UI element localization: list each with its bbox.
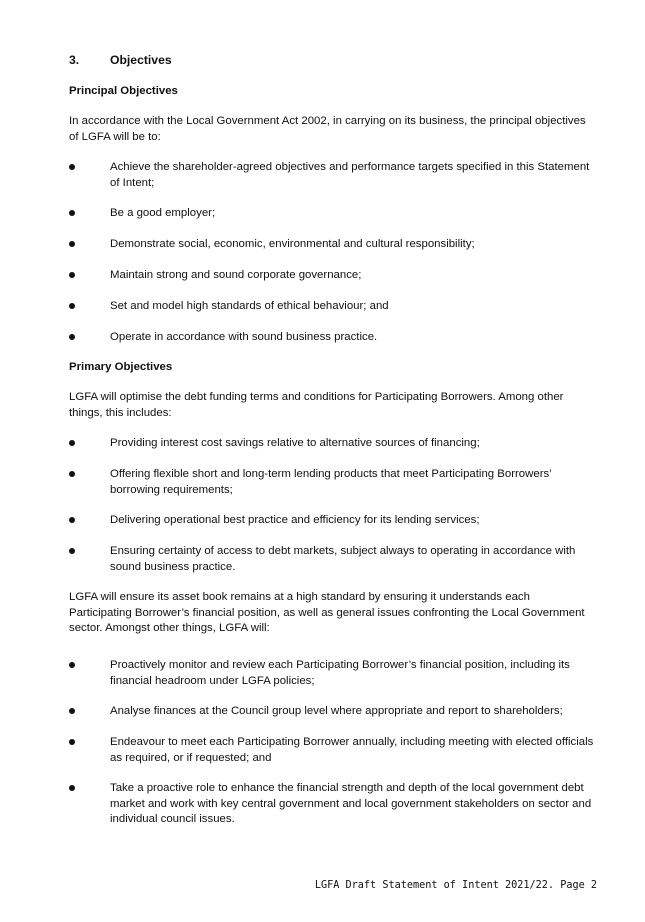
principal-objectives-heading: Principal Objectives bbox=[69, 85, 178, 97]
asset-bullet-item: Proactively monitor and review each Participating Borrower’s financial position, including its financial headroom under LGFA policies; bbox=[110, 659, 570, 687]
principal-intro-paragraph: In accordance with the Local Government Act 2002, in carrying on its business, the principal objectives of LGFA will be to: bbox=[69, 115, 586, 143]
bullet-icon bbox=[69, 548, 75, 554]
primary-bullet-item: Offering flexible short and long-term lending products that meet Participating Borrowers’ borrowing requirements; bbox=[110, 468, 552, 496]
asset-bullet-item: Take a proactive role to enhance the financial strength and depth of the local government debt market and work with key central government and local government stakeholders on sector and individual council issues. bbox=[110, 782, 592, 826]
bullet-icon bbox=[69, 210, 75, 216]
primary-bullet-item: Providing interest cost savings relative to alternative sources of financing; bbox=[110, 437, 480, 449]
bullet-icon bbox=[69, 517, 75, 523]
primary-bullet-item: Ensuring certainty of access to debt markets, subject always to operating in accordance with sound business practice. bbox=[110, 545, 576, 573]
principal-bullet-item: Be a good employer; bbox=[110, 207, 216, 219]
bullet-icon bbox=[69, 785, 75, 791]
bullet-icon bbox=[69, 241, 75, 247]
asset-book-paragraph: LGFA will ensure its asset book remains at a high standard by ensuring it understands each Participating Borrower’s financial position, as well as general issues confronting the Local Government sector. Amongst other things, LGFA will: bbox=[69, 591, 585, 635]
section-title: Objectives bbox=[110, 53, 172, 67]
bullet-icon bbox=[69, 440, 75, 446]
page-footer: LGFA Draft Statement of Intent 2021/22. Page 2 bbox=[314, 880, 597, 891]
bullet-icon bbox=[69, 303, 75, 309]
bullet-icon bbox=[69, 272, 75, 278]
bullet-icon bbox=[69, 739, 75, 745]
principal-bullet-item: Maintain strong and sound corporate governance; bbox=[110, 269, 362, 281]
principal-bullet-item: Demonstrate social, economic, environmental and cultural responsibility; bbox=[110, 238, 475, 250]
asset-bullet-item: Endeavour to meet each Participating Borrower annually, including meeting with elected officials as required, or if requested; and bbox=[110, 736, 594, 764]
primary-intro-paragraph: LGFA will optimise the debt funding terms and conditions for Participating Borrowers. Among other things, this includes: bbox=[69, 391, 564, 419]
principal-bullet-item: Set and model high standards of ethical behaviour; and bbox=[110, 300, 389, 312]
bullet-icon bbox=[69, 708, 75, 714]
section-number: 3. bbox=[69, 53, 80, 67]
bullet-icon bbox=[69, 164, 75, 170]
principal-bullet-item: Achieve the shareholder-agreed objectives and performance targets specified in this Statement of Intent; bbox=[110, 161, 590, 189]
principal-bullet-item: Operate in accordance with sound business practice. bbox=[110, 331, 378, 343]
asset-bullet-item: Analyse finances at the Council group level where appropriate and report to shareholders; bbox=[110, 705, 563, 717]
bullet-icon bbox=[69, 662, 75, 668]
bullet-icon bbox=[69, 334, 75, 340]
primary-bullet-item: Delivering operational best practice and efficiency for its lending services; bbox=[110, 514, 480, 526]
primary-objectives-heading: Primary Objectives bbox=[69, 361, 173, 373]
bullet-icon bbox=[69, 471, 75, 477]
